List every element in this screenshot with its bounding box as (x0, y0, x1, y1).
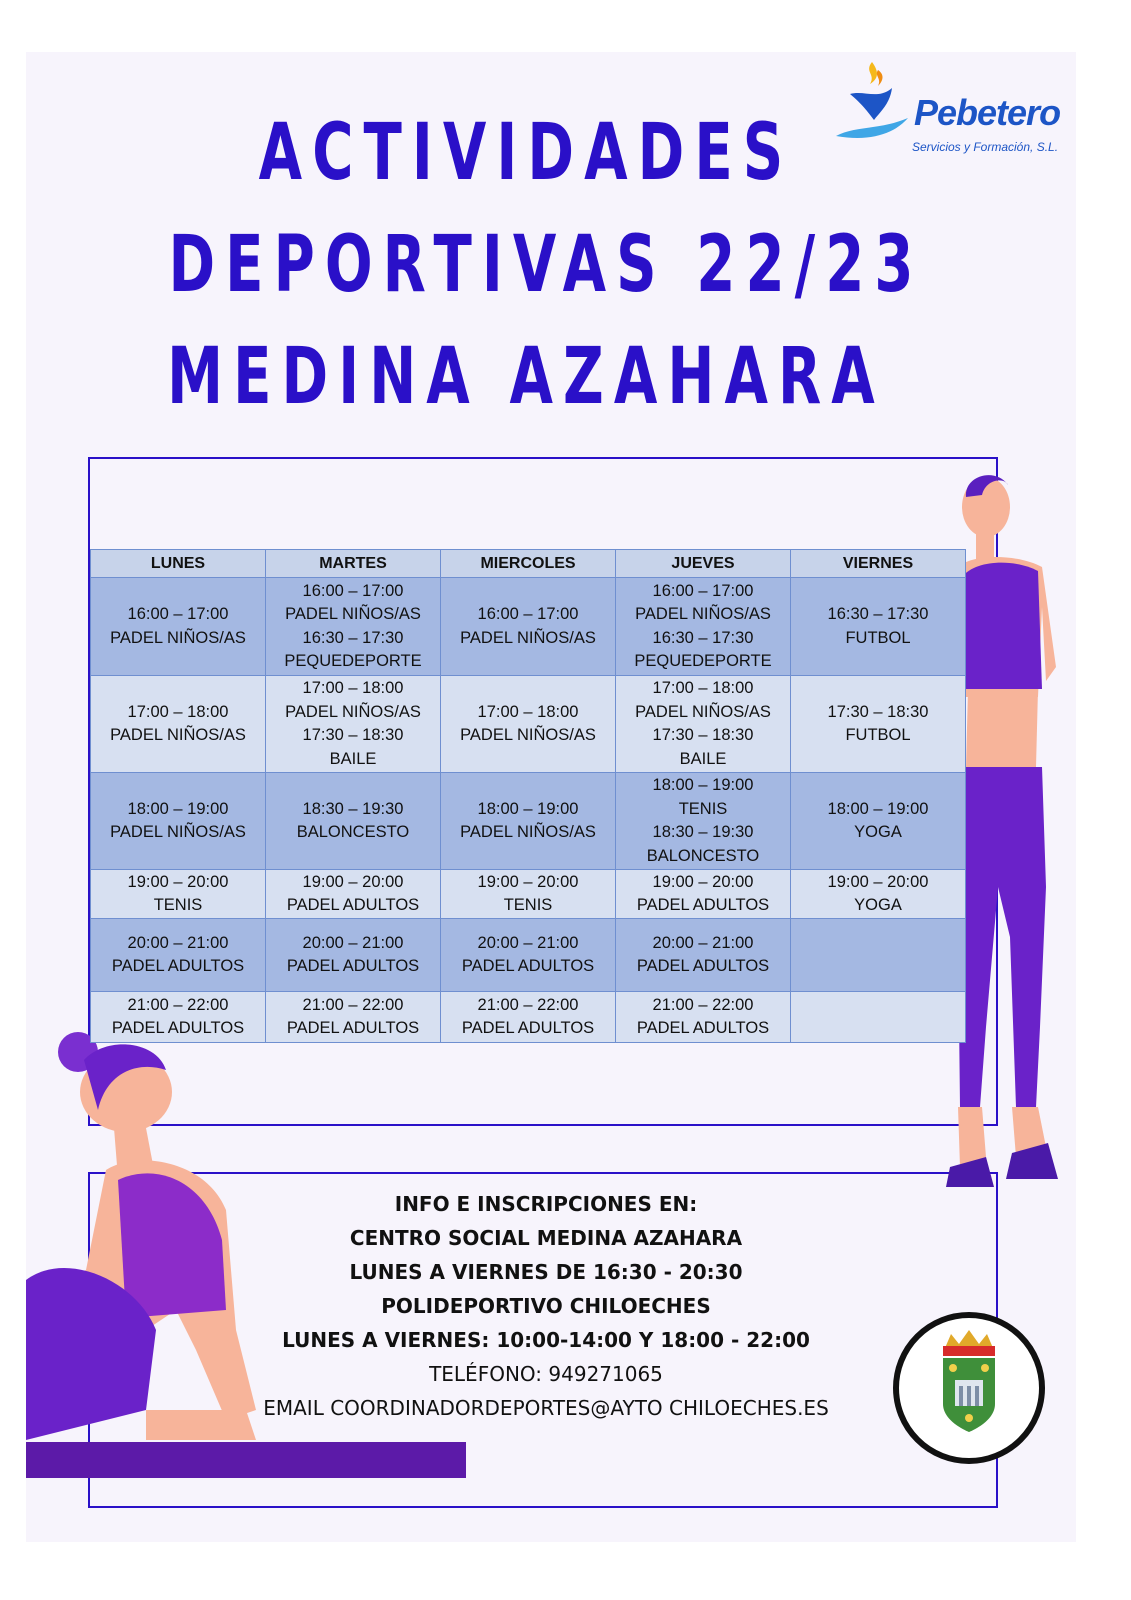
schedule-cell: 17:30 – 18:30 FUTBOL (791, 676, 966, 773)
schedule-cell: 20:00 – 21:00 PADEL ADULTOS (441, 919, 616, 992)
schedule-cell (791, 919, 966, 992)
schedule-cell: 16:00 – 17:00 PADEL NIÑOS/AS 16:30 – 17:30 PEQUEDEPORTE (616, 578, 791, 676)
schedule-cell: 21:00 – 22:00 PADEL ADULTOS (91, 992, 266, 1043)
day-header: MARTES (266, 550, 441, 578)
title-line-1: ACTIVIDADES (258, 108, 794, 198)
schedule-cell: 18:30 – 19:30 BALONCESTO (266, 773, 441, 870)
table-row (91, 919, 966, 992)
schedule-cell: 18:00 – 19:00 YOGA (791, 773, 966, 870)
schedule-cell: 17:00 – 18:00 PADEL NIÑOS/AS (441, 676, 616, 773)
schedule-cell: 20:00 – 21:00 PADEL ADULTOS (266, 919, 441, 992)
schedule-cell: 18:00 – 19:00 TENIS 18:30 – 19:30 BALONCESTO (616, 773, 791, 870)
info-line: LUNES A VIERNES: 10:00-14:00 Y 18:00 - 22:00 (282, 1328, 810, 1352)
schedule-cell: 16:30 – 17:30 FUTBOL (791, 578, 966, 676)
schedule-cell: 17:00 – 18:00 PADEL NIÑOS/AS 17:30 – 18:30 BAILE (266, 676, 441, 773)
schedule-cell: 18:00 – 19:00 PADEL NIÑOS/AS (441, 773, 616, 870)
schedule-cell: 16:00 – 17:00 PADEL NIÑOS/AS 16:30 – 17:30 PEQUEDEPORTE (266, 578, 441, 676)
info-line: CENTRO SOCIAL MEDINA AZAHARA (349, 1226, 743, 1250)
poster-background (26, 52, 1076, 1542)
info-line: LUNES A VIERNES DE 16:30 - 20:30 (349, 1260, 743, 1284)
day-header: LUNES (91, 550, 266, 578)
table-row (91, 870, 966, 919)
email-line: EMAIL COORDINADORDEPORTES@AYTO CHILOECHES.ES (263, 1396, 829, 1420)
schedule-cell: 20:00 – 21:00 PADEL ADULTOS (616, 919, 791, 992)
schedule-cell: 21:00 – 22:00 PADEL ADULTOS (266, 992, 441, 1043)
day-header: MIERCOLES (441, 550, 616, 578)
schedule-table (90, 549, 966, 1043)
title-line-2: DEPORTIVAS 22/23 (168, 220, 924, 310)
phone-line: TELÉFONO: 949271065 (429, 1362, 663, 1386)
info-line: INFO E INSCRIPCIONES EN: (394, 1192, 698, 1216)
table-row (91, 773, 966, 870)
schedule-cell: 20:00 – 21:00 PADEL ADULTOS (91, 919, 266, 992)
table-row (91, 578, 966, 676)
day-header: VIERNES (791, 550, 966, 578)
logo-name: Pebetero (914, 92, 1061, 133)
schedule-cell: 16:00 – 17:00 PADEL NIÑOS/AS (441, 578, 616, 676)
schedule-cell: 21:00 – 22:00 PADEL ADULTOS (616, 992, 791, 1043)
schedule-cell: 19:00 – 20:00 PADEL ADULTOS (616, 870, 791, 919)
municipal-crest-emblem (893, 1312, 1045, 1464)
coat-of-arms-icon (899, 1318, 1039, 1458)
schedule-cell: 19:00 – 20:00 PADEL ADULTOS (266, 870, 441, 919)
logo-subtitle: Servicios y Formación, S.L. (912, 140, 1059, 154)
info-line: POLIDEPORTIVO CHILOECHES (381, 1294, 711, 1318)
flame-wave-logo-icon (834, 60, 924, 150)
info-block (96, 1187, 996, 1425)
schedule-cell: 19:00 – 20:00 YOGA (791, 870, 966, 919)
title-line-3: MEDINA AZAHARA (167, 332, 885, 422)
schedule-cell: 21:00 – 22:00 PADEL ADULTOS (441, 992, 616, 1043)
table-row (91, 676, 966, 773)
schedule-cell: 19:00 – 20:00 TENIS (91, 870, 266, 919)
schedule-cell: 17:00 – 18:00 PADEL NIÑOS/AS 17:30 – 18:30 BAILE (616, 676, 791, 773)
table-row (91, 992, 966, 1043)
schedule-cell: 16:00 – 17:00 PADEL NIÑOS/AS (91, 578, 266, 676)
schedule-cell: 18:00 – 19:00 PADEL NIÑOS/AS (91, 773, 266, 870)
day-header: JUEVES (616, 550, 791, 578)
schedule-cell: 17:00 – 18:00 PADEL NIÑOS/AS (91, 676, 266, 773)
pebetero-logo (834, 60, 1074, 160)
schedule-cell (791, 992, 966, 1043)
schedule-cell: 19:00 – 20:00 TENIS (441, 870, 616, 919)
